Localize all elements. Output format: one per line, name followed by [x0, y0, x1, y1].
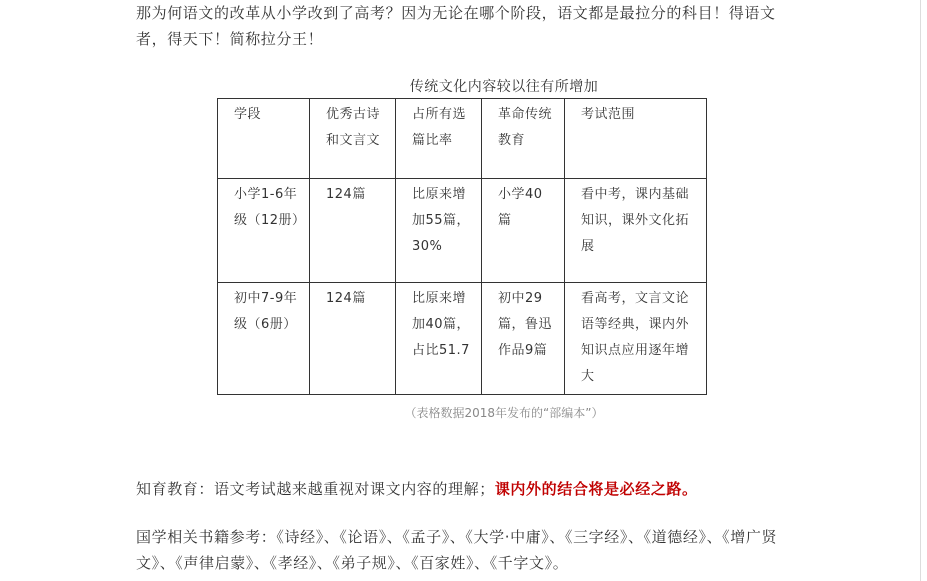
curriculum-table — [217, 98, 707, 395]
table-cell: 小学1-6年级（12册） — [218, 179, 310, 283]
table-caption: 传统文化内容较以往有所增加 — [409, 79, 599, 95]
table-row — [218, 179, 707, 283]
table-cell: 比原来增加40篇，占比51.7 — [396, 283, 482, 395]
table-cell: 比原来增加55篇，30% — [396, 179, 482, 283]
education-text: 知育教育：语文考试越来越重视对课文内容的理解； — [136, 480, 495, 498]
table-header-row — [218, 99, 707, 179]
table-cell: 看中考，课内基础知识，课外文化拓展 — [565, 179, 707, 283]
page-divider — [920, 0, 921, 581]
education-paragraph — [136, 476, 816, 502]
books-paragraph: 国学相关书籍参考：《诗经》、《论语》、《孟子》、《大学·中庸》、《三字经》、《道德经》、《增广贤文》、《声律启蒙》、《孝经》、《弟子规》、《百家姓》、《千字文》。 — [136, 528, 778, 572]
table-cell: 初中7-9年级（6册） — [218, 283, 310, 395]
table-cell: 124篇 — [310, 283, 396, 395]
highlight-text: 课内外的结合将是必经之路。 — [494, 480, 698, 498]
table-header-cell: 学段 — [218, 99, 310, 179]
intro-paragraph: 那为何语文的改革从小学改到了高考？因为无论在哪个阶段，语文都是最拉分的科目！得语文者，得天下！简称拉分王！ — [136, 4, 776, 48]
table-header-cell: 考试范围 — [565, 99, 707, 179]
table-row — [218, 283, 707, 395]
table-note: （表格数据2018年发布的“部编本”） — [404, 406, 604, 420]
table-header-cell: 革命传统教育 — [482, 99, 565, 179]
table-header-cell: 占所有选篇比率 — [396, 99, 482, 179]
table-cell: 初中29篇，鲁迅作品9篇 — [482, 283, 565, 395]
table-cell: 小学40篇 — [482, 179, 565, 283]
table-cell: 看高考，文言文论语等经典，课内外知识点应用逐年增大 — [565, 283, 707, 395]
table-cell: 124篇 — [310, 179, 396, 283]
table-header-cell: 优秀古诗和文言文 — [310, 99, 396, 179]
